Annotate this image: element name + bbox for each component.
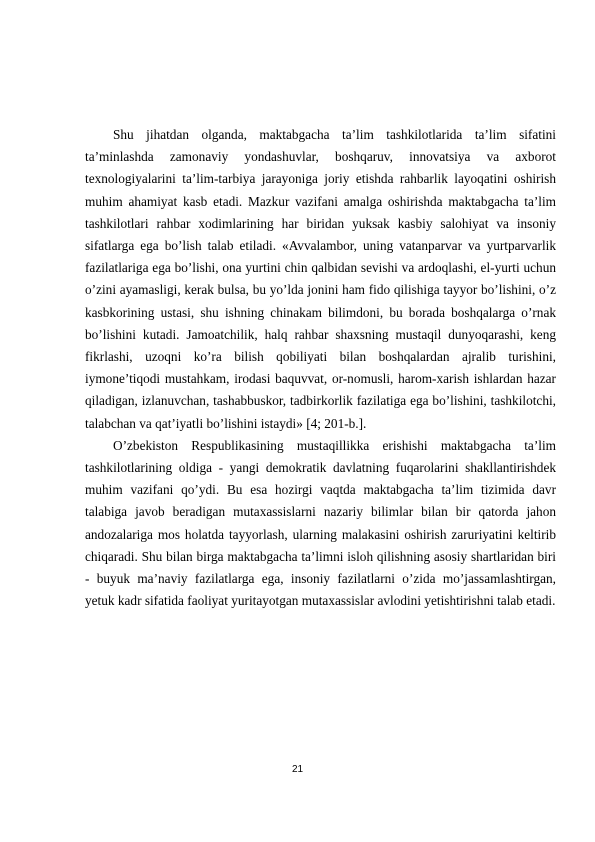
page-number: 21	[291, 764, 304, 775]
paragraph: O’zbekiston Respublikasining mustaqillikka erishishi maktabgacha ta’lim tashkilotlarining oldiga - yangi demokratik davlatning fuqarolarini shakllantirishdek muhim vazifani qo’ydi. Bu esa hozirgi vaqtda maktabgacha ta’lim tizimida davr talabiga javob beradigan mutaxassislarni nazariy bilimlar bilan bir qatorda jahon andozalariga mos holatda tayyorlash, ularning malakasini oshirish zaruriyatini keltirib chiqaradi. Shu bilan birga maktabgacha ta’limni isloh qilishning asosiy shartlaridan biri - buyuk ma’naviy fazilatlarga ega, insoniy fazilatlarni o’zida mo’jassamlashtirgan, yetuk kadr sifatida faoliyat yuritayotgan mutaxassislar avlodini yetishtirishni talab etadi.	[85, 437, 556, 609]
paragraph: Shu jihatdan olganda, maktabgacha ta’lim tashkilotlarida ta’lim sifatini ta’minlashda zamonaviy yondashuvlar, boshqaruv, innovatsiya va axborot texnologiyalarini ta’lim-tarbiya jarayoniga joriy etishda rahbarlik layoqatini oshirish muhim ahamiyat kasb etadi. Mazkur vazifani amalga oshirishda maktabgacha ta’lim tashkilotlari rahbar xodimlarining har biridan yuksak kasbiy salohiyat va insoniy sifatlarga ega bo’lish talab etiladi. «Avvalambor, uning vatanparvar va yurtparvarlik fazilatlariga ega bo’lishi, ona yurtini chin qalbidan sevishi va ardoqlashi, el-yurti uchun o’zini ayamasligi, kerak bulsa, bu yo’lda jonini ham fido qilishiga tayyor bo’lishini, o’z kasbkorining ustasi, shu ishning chinakam bilimdoni, bu borada boshqalarga o’rnak bo’lishini kutadi. Jamoatchilik, halq rahbar shaxsning mustaqil dunyoqarashi, keng fikrlashi, uzoqni ko’ra bilish qobiliyati bilan boshqalardan ajralib turishini, iymone’tiqodi mustahkam, irodasi baquvvat, or-nomusli, harom-xarish ishlardan hazar qiladigan, izlanuvchan, tashabbuskor, tadbirkorlik fazilatiga ega bo’lishini, tashkilotchi, talabchan va qat’iyatli bo’lishini istaydi» [4; 201-b.].	[85, 127, 556, 431]
body-text	[85, 124, 556, 612]
